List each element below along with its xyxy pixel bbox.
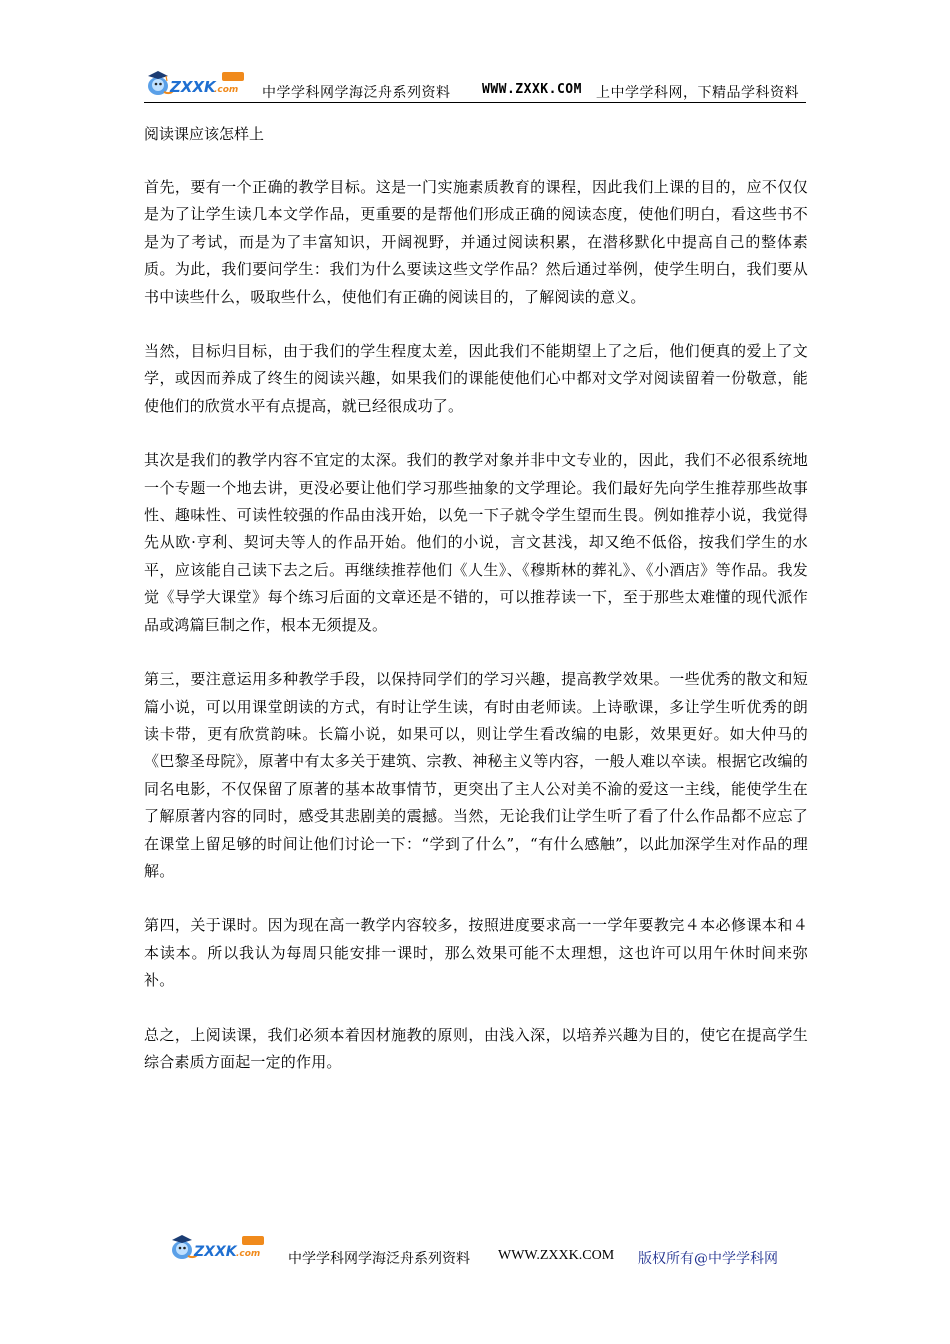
zxxk-logo xyxy=(144,68,250,98)
paragraph-6: 总之，上阅读课，我们必须本着因材施教的原则，由浅入深，以培养兴趣为目的，使它在提高学生综合素质方面起一定的作用。 xyxy=(144,1025,808,1071)
header-url[interactable]: WWW.ZXXK.COM xyxy=(482,82,582,97)
footer-copyright-link[interactable]: 版权所有@中学学科网 xyxy=(638,1251,778,1267)
paragraph-4: 第三，要注意运用多种教学手段，以保持同学们的学习兴趣，提高教学效果。一些优秀的散文和短篇小说，可以用课堂朗读的方式，有时让学生读，有时由老师读。上诗歌课，多让学生听优秀的朗读卡带，更有欣赏韵味。长篇小说，如果可以，则让学生看改编的电影，效果更好。如大仲马的《巴黎圣母院》，原著中有太多关于建筑、宗教、神秘主义等内容，一般人难以卒读。根据它改编的同名电影，不仅保留了原著的基本故事情节，更突出了主人公对美不渝的爱这一主线，能使学生在了解原著内容的同时，感受其悲剧美的震撼。当然，无论我们让学生听了看了什么作品都不应忘了在课堂上留足够的时间让他们讨论一下：“学到了什么”，“有什么感触”，以此加深学生对作品的理解。 xyxy=(144,670,808,880)
footer-series-text: 中学学科网学海泛舟系列资料 xyxy=(288,1251,470,1267)
header-series-text: 中学学科网学海泛舟系列资料 xyxy=(262,85,451,101)
svg-text:ZXXK: ZXXK xyxy=(194,1244,237,1260)
page-header xyxy=(144,66,806,103)
svg-text:ZXXK: ZXXK xyxy=(170,78,216,96)
paragraph-1: 首先，要有一个正确的教学目标。这是一门实施素质教育的课程，因此我们上课的目的，应不仅仅是为了让学生读几本文学作品，更重要的是帮他们形成正确的阅读态度，使他们明白，看这些书不是为了考试，而是为了丰富知识，开阔视野，并通过阅读积累，在潜移默化中提高自己的整体素质。为此，我们要问学生：我们为什么要读这些文学作品？然后通过举例，使学生明白，我们要从书中读些什么，吸取些什么，使他们有正确的阅读目的，了解阅读的意义。 xyxy=(144,178,808,306)
svg-text:.com: .com xyxy=(236,1249,261,1259)
document-body xyxy=(144,120,808,1103)
paragraph-5: 第四，关于课时。因为现在高一教学内容较多，按照进度要求高一一学年要教完４本必修课本和４本读本。所以我认为每周只能安排一课时，那么效果可能不太理想，这也许可以用午休时间来弥补。 xyxy=(144,916,808,990)
header-slogan: 上中学学科网，下精品学科资料 xyxy=(596,85,799,101)
footer-url[interactable]: WWW.ZXXK.COM xyxy=(498,1248,615,1263)
document-title: 阅读课应该怎样上 xyxy=(144,125,265,143)
svg-text:.com: .com xyxy=(214,85,239,95)
paragraph-2: 当然，目标归目标，由于我们的学生程度太差，因此我们不能期望上了之后，他们便真的爱上了文学，或因而养成了终生的阅读兴趣，如果我们的课能使他们心中都对文学对阅读留着一份敬意，能使他们的欣赏水平有点提高，就已经很成功了。 xyxy=(144,342,808,415)
paragraph-3: 其次是我们的教学内容不宜定的太深。我们的教学对象并非中文专业的，因此，我们不必很系统地一个专题一个地去讲，更没必要让他们学习那些抽象的文学理论。我们最好先向学生推荐那些故事性、趣味性、可读性较强的作品由浅开始，以免一下子就令学生望而生畏。例如推荐小说，我觉得先从欧·亨利、契诃夫等人的作品开始。他们的小说，言文甚浅，却又绝不低俗，按我们学生的水平，应该能自己读下去之后。再继续推荐他们《人生》、《穆斯林的葬礼》、《小酒店》等作品。我发觉《导学大课堂》每个练习后面的文章还是不错的，可以推荐读一下，至于那些太难懂的现代派作品或鸿篇巨制之作，根本无须提及。 xyxy=(144,451,808,634)
page-footer xyxy=(168,1230,808,1270)
zxxk-footer-logo xyxy=(168,1230,268,1262)
